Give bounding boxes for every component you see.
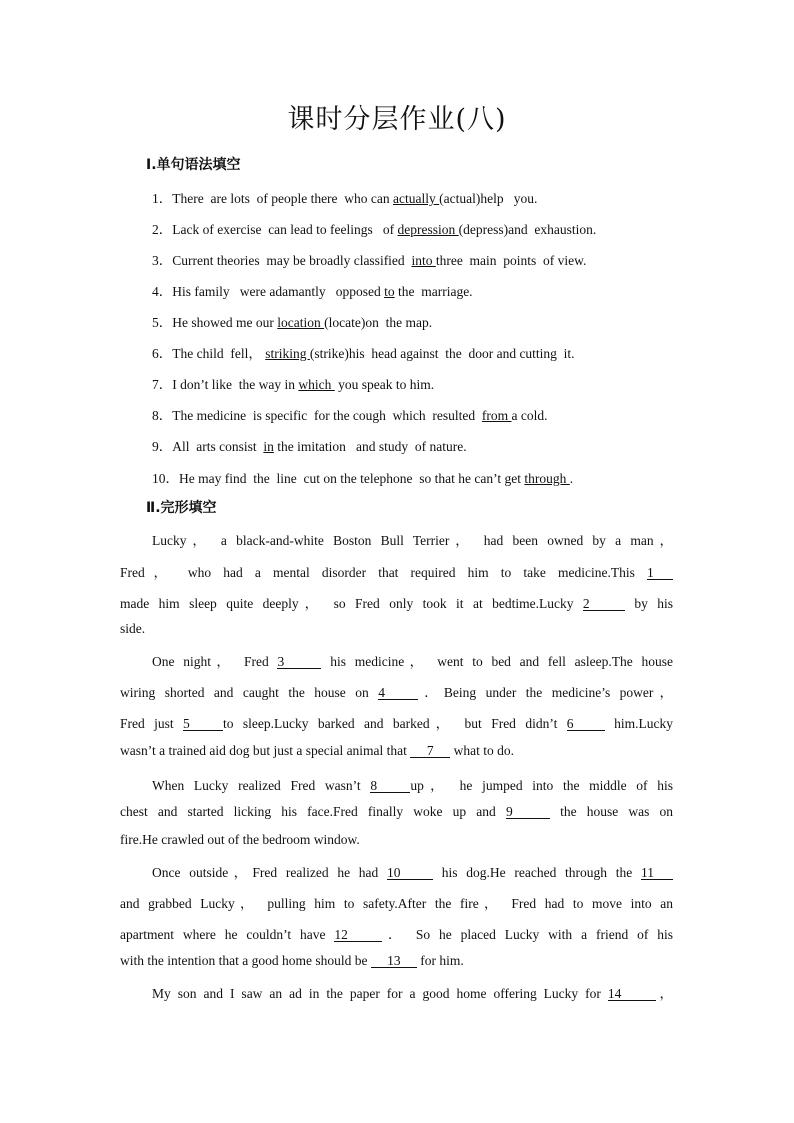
item-text: (depress)and exhaustion.: [458, 222, 597, 237]
cloze-blank: 6: [567, 717, 605, 731]
item-text: 2．Lack of exercise can lead to feelings of: [152, 222, 398, 237]
exercise-item: [152, 187, 537, 207]
exercise-item: [152, 404, 548, 424]
cloze-blank: 13: [371, 954, 417, 968]
item-text: 5．He showed me our: [152, 315, 278, 330]
passage-line: [120, 712, 673, 732]
answer: through: [524, 471, 570, 486]
line-text: When Lucky realized Fred wasn’t: [152, 778, 371, 793]
answer: location: [277, 315, 325, 330]
item-text: (strike)his head against the door and cutting it.: [309, 346, 575, 361]
passage-line: [120, 892, 673, 912]
item-text: the imitation and study of nature.: [273, 439, 467, 454]
answer: in: [263, 439, 274, 454]
line-text: his medicine， went to bed and fell asleep.The house: [321, 654, 673, 669]
line-text: wiring shorted and caught the house on: [120, 685, 379, 700]
line-text: made him sleep quite deeply， so Fred only took it at bedtime.Lucky: [120, 596, 583, 611]
line-text: him.Lucky: [604, 716, 673, 731]
line-text: ，: [655, 986, 674, 1001]
line-text: for him.: [416, 953, 464, 968]
exercise-item: [152, 280, 473, 300]
line-text: wasn’t a trained aid dog but just a special animal that: [120, 743, 411, 758]
item-text: three main points of view.: [435, 253, 587, 268]
line-text: Once outside，Fred realized he had: [152, 865, 388, 880]
line-text: to sleep.Lucky barked and barked， but Fred didn’t: [223, 716, 567, 731]
cloze-blank: 10: [387, 866, 433, 880]
line-text: with the intention that a good home should be: [120, 953, 371, 968]
answer: from: [481, 408, 512, 423]
line-text: fire.He crawled out of the bedroom window.: [120, 832, 360, 847]
line-text: what to do.: [450, 743, 515, 758]
exercise-item: [152, 373, 434, 393]
passage-line: [152, 861, 673, 881]
passage-line: [120, 621, 673, 637]
passage-line: [120, 953, 673, 969]
item-text: .: [569, 471, 574, 486]
exercise-item: [152, 218, 596, 238]
line-text: ．Being under the medicine’s power，: [418, 685, 673, 700]
passage-line: [152, 650, 673, 670]
item-text: 7．I don’t like the way in: [152, 377, 299, 392]
passage-line: [152, 774, 673, 794]
line-text: and grabbed Lucky， pulling him to safety.After the fire， Fred had to move into an: [120, 896, 673, 911]
item-text: (locate)on the map.: [324, 315, 433, 330]
cloze-blank: 14: [608, 987, 656, 1001]
item-text: 8．The medicine is specific for the cough which resulted: [152, 408, 482, 423]
item-text: (actual)help you.: [439, 191, 538, 206]
answer: to: [384, 284, 395, 299]
line-text: One night， Fred: [152, 654, 278, 669]
passage-line: [120, 561, 673, 581]
answer: depression: [397, 222, 459, 237]
cloze-blank: 2: [583, 597, 625, 611]
line-text: My son and I saw an ad in the paper for a good home offering Lucky for: [152, 986, 608, 1001]
line-text: ． So he placed Lucky with a friend of his: [382, 927, 673, 942]
exercise-item: [152, 249, 586, 269]
item-text: 9．All arts consist: [152, 439, 264, 454]
line-text: Fred just: [120, 716, 184, 731]
cloze-blank: 5: [183, 717, 223, 731]
line-text: the house was on: [549, 804, 674, 819]
passage-line: [120, 923, 673, 943]
cloze-blank: 4: [378, 686, 418, 700]
line-text: Fred， who had a mental disorder that required him to take medicine.This: [120, 565, 647, 580]
line-text: chest and started licking his face.Fred finally woke up and: [120, 804, 506, 819]
line-text: Lucky， a black-and-white Boston Bull Terrier， had been owned by a man，: [152, 533, 673, 548]
passage-line: [120, 804, 673, 820]
line-text: side.: [120, 621, 146, 636]
cloze-blank: 9: [506, 805, 550, 819]
cloze-blank: 3: [277, 655, 321, 669]
line-text: his dog.He reached through the: [433, 865, 641, 880]
cloze-blank: 8: [370, 779, 410, 793]
item-text: 6．The child fell，: [152, 346, 266, 361]
cloze-blank: 12: [334, 928, 382, 942]
passage-line: [120, 743, 673, 759]
item-text: 3．Current theories may be broadly classified: [152, 253, 412, 268]
item-text: a cold.: [511, 408, 548, 423]
item-text: 1．There are lots of people there who can: [152, 191, 394, 206]
passage-line: [120, 832, 673, 848]
cloze-blank: 11: [641, 866, 673, 880]
answer: which: [298, 377, 335, 392]
item-text: 4．His family were adamantly opposed: [152, 284, 385, 299]
exercise-item: [152, 467, 573, 487]
exercise-item: [152, 311, 432, 331]
section-heading-cloze: Ⅱ.完形填空: [146, 500, 217, 516]
passage-line: [152, 982, 673, 1002]
cloze-blank: 1: [647, 566, 673, 580]
passage-line: [120, 592, 673, 612]
line-text: apartment where he couldn’t have: [120, 927, 335, 942]
line-text: by his: [624, 596, 673, 611]
section-heading-grammar: Ⅰ.单句语法填空: [146, 157, 241, 173]
exercise-item: [152, 435, 467, 455]
item-text: you speak to him.: [334, 377, 435, 392]
line-text: up， he jumped into the middle of his: [410, 778, 673, 793]
answer: actually: [393, 191, 440, 206]
answer: into: [411, 253, 436, 268]
item-text: 10．He may find the line cut on the telephone so that he can’t get: [152, 471, 525, 486]
cloze-blank: 7: [410, 744, 450, 758]
passage-line: [120, 681, 673, 701]
answer: striking: [265, 346, 310, 361]
passage-line: [152, 529, 673, 549]
item-text: the marriage.: [394, 284, 473, 299]
page-title: 课时分层作业(八): [287, 104, 507, 135]
exercise-item: [152, 342, 575, 362]
